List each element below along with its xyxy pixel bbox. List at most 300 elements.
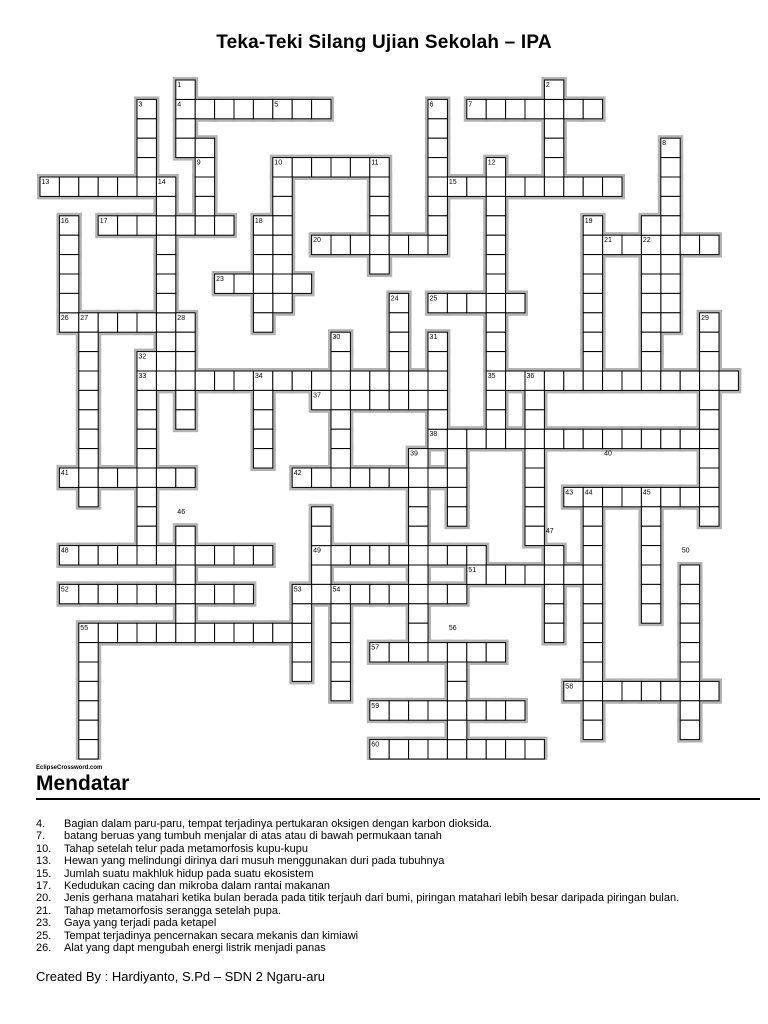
crossword-cell[interactable] (467, 546, 486, 565)
crossword-cell[interactable] (467, 177, 486, 196)
crossword-cell[interactable] (59, 293, 78, 312)
crossword-cell[interactable] (79, 662, 98, 681)
crossword-cell[interactable] (641, 546, 660, 565)
crossword-cell[interactable] (409, 740, 428, 759)
crossword-cell[interactable] (641, 371, 660, 390)
crossword-cell[interactable] (389, 371, 408, 390)
crossword-cell[interactable] (700, 487, 719, 506)
crossword-cell[interactable] (544, 584, 563, 603)
crossword-cell[interactable] (564, 177, 583, 196)
crossword-cell[interactable] (467, 429, 486, 448)
crossword-cell[interactable] (641, 216, 660, 235)
crossword-cell[interactable] (253, 390, 272, 409)
crossword-cell[interactable] (622, 235, 641, 254)
crossword-cell[interactable] (622, 371, 641, 390)
crossword-cell[interactable] (661, 371, 680, 390)
crossword-cell[interactable] (312, 584, 331, 603)
crossword-cell[interactable] (544, 99, 563, 118)
crossword-cell[interactable] (79, 449, 98, 468)
crossword-cell[interactable] (583, 681, 602, 700)
crossword-cell[interactable] (389, 390, 408, 409)
crossword-cell[interactable] (234, 371, 253, 390)
crossword-cell[interactable] (215, 216, 234, 235)
crossword-cell[interactable] (176, 604, 195, 623)
crossword-cell[interactable] (661, 429, 680, 448)
crossword-cell[interactable] (525, 390, 544, 409)
crossword-cell[interactable] (292, 371, 311, 390)
crossword-cell[interactable] (331, 410, 350, 429)
crossword-cell[interactable] (370, 255, 389, 274)
crossword-cell[interactable] (312, 158, 331, 177)
crossword-cell[interactable] (253, 429, 272, 448)
crossword-cell[interactable] (486, 565, 505, 584)
crossword-cell[interactable] (447, 507, 466, 526)
crossword-cell[interactable] (641, 313, 660, 332)
crossword-cell[interactable] (195, 546, 214, 565)
crossword-cell[interactable] (661, 196, 680, 215)
crossword-cell[interactable] (544, 546, 563, 565)
crossword-cell[interactable] (253, 255, 272, 274)
crossword-cell[interactable] (389, 643, 408, 662)
crossword-cell[interactable] (544, 138, 563, 157)
crossword-cell[interactable] (137, 546, 156, 565)
crossword-cell[interactable] (661, 158, 680, 177)
crossword-cell[interactable] (156, 216, 175, 235)
crossword-cell[interactable] (409, 468, 428, 487)
crossword-cell[interactable] (641, 352, 660, 371)
crossword-cell[interactable] (583, 623, 602, 642)
crossword-cell[interactable] (447, 701, 466, 720)
crossword-cell[interactable] (428, 468, 447, 487)
crossword-cell[interactable] (176, 138, 195, 157)
crossword-cell[interactable] (428, 584, 447, 603)
crossword-cell[interactable] (544, 177, 563, 196)
crossword-cell[interactable] (525, 526, 544, 545)
crossword-cell[interactable] (195, 584, 214, 603)
crossword-cell[interactable] (486, 255, 505, 274)
crossword-cell[interactable] (370, 235, 389, 254)
crossword-cell[interactable] (525, 177, 544, 196)
crossword-cell[interactable] (234, 274, 253, 293)
crossword-cell[interactable] (253, 235, 272, 254)
crossword-cell[interactable] (59, 235, 78, 254)
crossword-cell[interactable] (525, 410, 544, 429)
crossword-cell[interactable] (156, 468, 175, 487)
crossword-cell[interactable] (59, 274, 78, 293)
crossword-cell[interactable] (215, 623, 234, 642)
crossword-cell[interactable] (350, 158, 369, 177)
crossword-cell[interactable] (641, 526, 660, 545)
crossword-cell[interactable] (486, 99, 505, 118)
crossword-cell[interactable] (428, 216, 447, 235)
crossword-cell[interactable] (195, 216, 214, 235)
crossword-cell[interactable] (389, 584, 408, 603)
crossword-cell[interactable] (176, 584, 195, 603)
crossword-cell[interactable] (312, 526, 331, 545)
crossword-cell[interactable] (137, 313, 156, 332)
crossword-cell[interactable] (564, 371, 583, 390)
crossword-cell[interactable] (331, 371, 350, 390)
crossword-cell[interactable] (486, 196, 505, 215)
crossword-cell[interactable] (428, 740, 447, 759)
crossword-cell[interactable] (195, 371, 214, 390)
crossword-cell[interactable] (273, 293, 292, 312)
crossword-cell[interactable] (544, 371, 563, 390)
crossword-cell[interactable] (661, 216, 680, 235)
crossword-cell[interactable] (583, 293, 602, 312)
crossword-cell[interactable] (370, 584, 389, 603)
crossword-cell[interactable] (428, 410, 447, 429)
crossword-cell[interactable] (661, 274, 680, 293)
crossword-cell[interactable] (506, 99, 525, 118)
crossword-cell[interactable] (389, 468, 408, 487)
crossword-cell[interactable] (409, 623, 428, 642)
crossword-cell[interactable] (273, 274, 292, 293)
crossword-cell[interactable] (680, 371, 699, 390)
crossword-cell[interactable] (98, 623, 117, 642)
crossword-cell[interactable] (79, 701, 98, 720)
crossword-cell[interactable] (234, 99, 253, 118)
crossword-cell[interactable] (544, 623, 563, 642)
crossword-cell[interactable] (156, 371, 175, 390)
crossword-cell[interactable] (292, 274, 311, 293)
crossword-cell[interactable] (680, 643, 699, 662)
crossword-cell[interactable] (350, 371, 369, 390)
crossword-cell[interactable] (273, 235, 292, 254)
crossword-cell[interactable] (79, 332, 98, 351)
crossword-cell[interactable] (79, 643, 98, 662)
crossword-cell[interactable] (544, 429, 563, 448)
crossword-cell[interactable] (467, 643, 486, 662)
crossword-cell[interactable] (137, 158, 156, 177)
crossword-cell[interactable] (137, 487, 156, 506)
crossword-cell[interactable] (641, 274, 660, 293)
crossword-cell[interactable] (583, 526, 602, 545)
crossword-cell[interactable] (331, 623, 350, 642)
crossword-cell[interactable] (583, 235, 602, 254)
crossword-cell[interactable] (583, 662, 602, 681)
crossword-cell[interactable] (428, 158, 447, 177)
crossword-cell[interactable] (273, 371, 292, 390)
crossword-cell[interactable] (156, 546, 175, 565)
crossword-cell[interactable] (176, 623, 195, 642)
crossword-cell[interactable] (176, 216, 195, 235)
crossword-cell[interactable] (59, 177, 78, 196)
crossword-cell[interactable] (583, 313, 602, 332)
crossword-cell[interactable] (447, 293, 466, 312)
crossword-cell[interactable] (641, 255, 660, 274)
crossword-cell[interactable] (98, 468, 117, 487)
crossword-cell[interactable] (525, 740, 544, 759)
crossword-cell[interactable] (525, 487, 544, 506)
crossword-cell[interactable] (79, 429, 98, 448)
crossword-cell[interactable] (79, 352, 98, 371)
crossword-cell[interactable] (331, 546, 350, 565)
crossword-cell[interactable] (312, 565, 331, 584)
crossword-cell[interactable] (680, 565, 699, 584)
crossword-cell[interactable] (409, 390, 428, 409)
crossword-cell[interactable] (486, 429, 505, 448)
crossword-cell[interactable] (641, 604, 660, 623)
crossword-cell[interactable] (253, 449, 272, 468)
crossword-cell[interactable] (622, 487, 641, 506)
crossword-cell[interactable] (370, 546, 389, 565)
crossword-cell[interactable] (641, 584, 660, 603)
crossword-cell[interactable] (700, 235, 719, 254)
crossword-cell[interactable] (137, 138, 156, 157)
crossword-cell[interactable] (680, 681, 699, 700)
crossword-cell[interactable] (409, 643, 428, 662)
crossword-cell[interactable] (525, 429, 544, 448)
crossword-cell[interactable] (350, 584, 369, 603)
crossword-cell[interactable] (583, 332, 602, 351)
crossword-cell[interactable] (312, 468, 331, 487)
crossword-cell[interactable] (447, 662, 466, 681)
crossword-cell[interactable] (428, 235, 447, 254)
crossword-cell[interactable] (700, 681, 719, 700)
crossword-cell[interactable] (273, 623, 292, 642)
crossword-cell[interactable] (195, 99, 214, 118)
crossword-cell[interactable] (215, 584, 234, 603)
crossword-cell[interactable] (506, 701, 525, 720)
crossword-cell[interactable] (253, 410, 272, 429)
crossword-cell[interactable] (447, 487, 466, 506)
crossword-cell[interactable] (79, 546, 98, 565)
crossword-cell[interactable] (680, 235, 699, 254)
crossword-cell[interactable] (486, 313, 505, 332)
crossword-cell[interactable] (215, 371, 234, 390)
crossword-cell[interactable] (98, 546, 117, 565)
crossword-cell[interactable] (680, 701, 699, 720)
crossword-cell[interactable] (506, 429, 525, 448)
crossword-cell[interactable] (583, 584, 602, 603)
crossword-cell[interactable] (680, 487, 699, 506)
crossword-cell[interactable] (370, 177, 389, 196)
crossword-cell[interactable] (79, 584, 98, 603)
crossword-cell[interactable] (137, 429, 156, 448)
crossword-cell[interactable] (312, 371, 331, 390)
crossword-cell[interactable] (409, 507, 428, 526)
crossword-cell[interactable] (79, 487, 98, 506)
crossword-cell[interactable] (156, 623, 175, 642)
crossword-cell[interactable] (137, 119, 156, 138)
crossword-cell[interactable] (312, 507, 331, 526)
crossword-cell[interactable] (370, 196, 389, 215)
crossword-cell[interactable] (467, 740, 486, 759)
crossword-cell[interactable] (564, 565, 583, 584)
crossword-cell[interactable] (253, 546, 272, 565)
crossword-cell[interactable] (525, 99, 544, 118)
crossword-cell[interactable] (447, 720, 466, 739)
crossword-cell[interactable] (583, 274, 602, 293)
crossword-cell[interactable] (428, 546, 447, 565)
crossword-cell[interactable] (661, 313, 680, 332)
crossword-cell[interactable] (544, 158, 563, 177)
crossword-cell[interactable] (331, 662, 350, 681)
crossword-cell[interactable] (447, 468, 466, 487)
crossword-cell[interactable] (234, 546, 253, 565)
crossword-cell[interactable] (350, 390, 369, 409)
crossword-cell[interactable] (525, 468, 544, 487)
crossword-cell[interactable] (253, 99, 272, 118)
crossword-cell[interactable] (447, 681, 466, 700)
crossword-cell[interactable] (176, 468, 195, 487)
crossword-cell[interactable] (137, 410, 156, 429)
crossword-cell[interactable] (409, 604, 428, 623)
crossword-cell[interactable] (603, 177, 622, 196)
crossword-cell[interactable] (700, 429, 719, 448)
crossword-cell[interactable] (98, 584, 117, 603)
crossword-cell[interactable] (331, 158, 350, 177)
crossword-cell[interactable] (447, 546, 466, 565)
crossword-cell[interactable] (350, 468, 369, 487)
crossword-cell[interactable] (79, 371, 98, 390)
crossword-cell[interactable] (79, 468, 98, 487)
crossword-cell[interactable] (583, 604, 602, 623)
crossword-cell[interactable] (292, 604, 311, 623)
crossword-cell[interactable] (176, 546, 195, 565)
crossword-cell[interactable] (486, 643, 505, 662)
crossword-cell[interactable] (700, 468, 719, 487)
crossword-cell[interactable] (409, 235, 428, 254)
crossword-cell[interactable] (98, 177, 117, 196)
crossword-cell[interactable] (389, 313, 408, 332)
crossword-cell[interactable] (389, 740, 408, 759)
crossword-cell[interactable] (583, 99, 602, 118)
crossword-cell[interactable] (118, 468, 137, 487)
crossword-cell[interactable] (700, 332, 719, 351)
crossword-cell[interactable] (137, 177, 156, 196)
crossword-cell[interactable] (486, 390, 505, 409)
crossword-cell[interactable] (486, 216, 505, 235)
crossword-cell[interactable] (156, 313, 175, 332)
crossword-cell[interactable] (331, 235, 350, 254)
crossword-cell[interactable] (583, 643, 602, 662)
crossword-cell[interactable] (118, 216, 137, 235)
crossword-cell[interactable] (603, 681, 622, 700)
crossword-cell[interactable] (409, 584, 428, 603)
crossword-cell[interactable] (156, 235, 175, 254)
crossword-cell[interactable] (273, 196, 292, 215)
crossword-cell[interactable] (370, 216, 389, 235)
crossword-cell[interactable] (486, 293, 505, 312)
crossword-cell[interactable] (253, 623, 272, 642)
crossword-cell[interactable] (234, 584, 253, 603)
crossword-cell[interactable] (447, 584, 466, 603)
crossword-cell[interactable] (292, 623, 311, 642)
crossword-cell[interactable] (467, 701, 486, 720)
crossword-cell[interactable] (486, 352, 505, 371)
crossword-cell[interactable] (506, 740, 525, 759)
crossword-cell[interactable] (156, 332, 175, 351)
crossword-cell[interactable] (603, 371, 622, 390)
crossword-cell[interactable] (583, 507, 602, 526)
crossword-cell[interactable] (525, 507, 544, 526)
crossword-cell[interactable] (156, 293, 175, 312)
crossword-cell[interactable] (700, 410, 719, 429)
crossword-cell[interactable] (409, 546, 428, 565)
crossword-cell[interactable] (680, 584, 699, 603)
crossword-cell[interactable] (428, 643, 447, 662)
crossword-cell[interactable] (176, 565, 195, 584)
crossword-cell[interactable] (700, 371, 719, 390)
crossword-cell[interactable] (118, 313, 137, 332)
crossword-cell[interactable] (389, 352, 408, 371)
crossword-cell[interactable] (350, 235, 369, 254)
crossword-cell[interactable] (409, 526, 428, 545)
crossword-cell[interactable] (79, 681, 98, 700)
crossword-cell[interactable] (253, 274, 272, 293)
crossword-cell[interactable] (79, 740, 98, 759)
crossword-cell[interactable] (583, 546, 602, 565)
crossword-cell[interactable] (370, 390, 389, 409)
crossword-cell[interactable] (583, 429, 602, 448)
crossword-cell[interactable] (409, 701, 428, 720)
crossword-cell[interactable] (583, 701, 602, 720)
crossword-cell[interactable] (409, 371, 428, 390)
crossword-cell[interactable] (428, 138, 447, 157)
crossword-cell[interactable] (292, 643, 311, 662)
crossword-cell[interactable] (680, 604, 699, 623)
crossword-cell[interactable] (176, 332, 195, 351)
crossword-cell[interactable] (680, 662, 699, 681)
crossword-cell[interactable] (447, 449, 466, 468)
crossword-cell[interactable] (700, 507, 719, 526)
crossword-cell[interactable] (409, 565, 428, 584)
crossword-cell[interactable] (331, 390, 350, 409)
crossword-cell[interactable] (447, 740, 466, 759)
crossword-cell[interactable] (641, 293, 660, 312)
crossword-cell[interactable] (680, 720, 699, 739)
crossword-cell[interactable] (641, 681, 660, 700)
crossword-cell[interactable] (428, 352, 447, 371)
crossword-cell[interactable] (506, 177, 525, 196)
crossword-cell[interactable] (428, 390, 447, 409)
crossword-cell[interactable] (680, 429, 699, 448)
crossword-cell[interactable] (195, 196, 214, 215)
crossword-cell[interactable] (544, 604, 563, 623)
crossword-cell[interactable] (428, 119, 447, 138)
crossword-cell[interactable] (486, 410, 505, 429)
crossword-cell[interactable] (215, 99, 234, 118)
crossword-cell[interactable] (447, 643, 466, 662)
crossword-cell[interactable] (661, 255, 680, 274)
crossword-cell[interactable] (137, 507, 156, 526)
crossword-cell[interactable] (331, 643, 350, 662)
crossword-cell[interactable] (195, 623, 214, 642)
crossword-cell[interactable] (486, 274, 505, 293)
crossword-cell[interactable] (583, 371, 602, 390)
crossword-cell[interactable] (195, 138, 214, 157)
crossword-cell[interactable] (59, 255, 78, 274)
crossword-cell[interactable] (350, 546, 369, 565)
crossword-cell[interactable] (641, 565, 660, 584)
crossword-cell[interactable] (137, 449, 156, 468)
crossword-cell[interactable] (331, 429, 350, 448)
crossword-cell[interactable] (661, 681, 680, 700)
crossword-cell[interactable] (506, 371, 525, 390)
crossword-cell[interactable] (156, 196, 175, 215)
crossword-cell[interactable] (118, 177, 137, 196)
crossword-cell[interactable] (525, 565, 544, 584)
crossword-cell[interactable] (273, 255, 292, 274)
crossword-cell[interactable] (137, 526, 156, 545)
crossword-cell[interactable] (622, 681, 641, 700)
crossword-cell[interactable] (137, 623, 156, 642)
crossword-cell[interactable] (641, 507, 660, 526)
crossword-cell[interactable] (331, 468, 350, 487)
crossword-cell[interactable] (467, 293, 486, 312)
